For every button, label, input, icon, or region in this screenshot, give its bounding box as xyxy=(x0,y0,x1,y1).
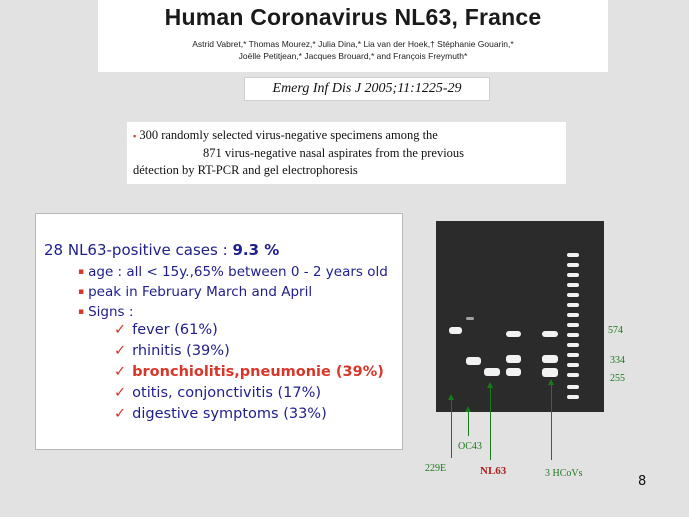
cases-heading-value: 9.3 % xyxy=(232,241,280,259)
sign-item xyxy=(114,385,321,401)
author-line: Astrid Vabret,* Thomas Mourez,* Julia Dina,* Lia van der Hoek,† Stéphanie Gouarin,* xyxy=(192,39,514,49)
sample-band xyxy=(542,355,558,363)
ladder-band xyxy=(567,363,579,367)
bullet-icon: ▪ xyxy=(78,287,85,297)
bullet-icon: ▪ xyxy=(133,131,137,141)
arrow-up-icon xyxy=(465,406,471,412)
sign-item xyxy=(114,343,230,359)
slide-title: Human Coronavirus NL63, France xyxy=(164,4,542,30)
marker-label: 255 xyxy=(610,373,625,384)
arrow-line xyxy=(468,412,469,436)
check-icon: ✓ xyxy=(114,343,127,359)
sign-text-highlight: bronchiolitis,pneumonie (39%) xyxy=(132,364,384,380)
ladder-band xyxy=(567,373,579,377)
sample-band xyxy=(484,368,500,376)
sample-band xyxy=(449,327,462,334)
ladder-band xyxy=(567,293,579,297)
author-list xyxy=(98,38,608,62)
sample-band xyxy=(506,368,521,376)
lane-label-229e: 229E xyxy=(425,463,447,474)
ladder-band xyxy=(567,263,579,267)
check-icon: ✓ xyxy=(114,322,127,338)
ladder-band xyxy=(567,395,579,399)
specimens-line: 871 virus-negative nasal aspirates from the previous xyxy=(203,146,465,160)
ladder-band xyxy=(567,313,579,317)
cases-bullet xyxy=(78,284,312,300)
ladder-band xyxy=(567,333,579,337)
citation: Emerg Inf Dis J 2005;11:1225-29 xyxy=(244,77,490,101)
specimens-text: 300 randomly selected virus-negative specimens among the xyxy=(139,128,438,142)
check-icon: ✓ xyxy=(114,364,127,380)
sample-band xyxy=(506,355,521,363)
lane-label-oc43: OC43 xyxy=(458,441,482,452)
cases-bullet xyxy=(78,264,388,280)
sample-band xyxy=(506,331,521,337)
arrow-line xyxy=(551,385,552,460)
ladder-band xyxy=(567,385,579,389)
marker-label: 574 xyxy=(608,325,623,336)
cases-heading xyxy=(44,241,279,259)
author-line: Joëlle Petitjean,* Jacques Brouard,* and François Freymuth* xyxy=(238,51,468,61)
sign-item xyxy=(114,406,327,422)
cases-bullet-text: age : all < 15y.,65% between 0 - 2 years old xyxy=(88,264,388,280)
sign-item xyxy=(114,322,218,338)
cases-bullet xyxy=(78,304,133,320)
sample-band xyxy=(466,357,481,365)
cases-bullet-text: peak in February March and April xyxy=(88,284,313,300)
specimens-line xyxy=(133,127,560,145)
check-icon: ✓ xyxy=(114,406,127,422)
ladder-band xyxy=(567,253,579,257)
sign-text: rhinitis (39%) xyxy=(132,343,230,359)
sample-band xyxy=(542,368,558,377)
bullet-icon: ▪ xyxy=(78,267,85,277)
sign-text: fever (61%) xyxy=(132,322,218,338)
lane-label-nl63: NL63 xyxy=(480,465,507,477)
title-box xyxy=(98,0,608,72)
sign-item xyxy=(114,364,384,380)
page-number: 8 xyxy=(638,474,647,489)
ladder-band xyxy=(567,283,579,287)
cases-bullet-text: Signs : xyxy=(88,304,134,320)
arrow-up-icon xyxy=(548,379,554,385)
check-icon: ✓ xyxy=(114,385,127,401)
sample-band xyxy=(542,331,558,337)
bullet-icon: ▪ xyxy=(78,307,85,317)
ladder-band xyxy=(567,273,579,277)
sign-text: otitis, conjonctivitis (17%) xyxy=(132,385,322,401)
gel-electrophoresis-image xyxy=(436,221,604,412)
specimens-note xyxy=(127,122,566,184)
cases-box xyxy=(35,213,403,450)
specimens-line: détection by RT-PCR and gel electrophoresis xyxy=(133,163,358,177)
ladder-band xyxy=(567,343,579,347)
ladder-band xyxy=(567,303,579,307)
sample-band xyxy=(466,317,474,320)
marker-label: 334 xyxy=(610,355,625,366)
ladder-band xyxy=(567,323,579,327)
sign-text: digestive symptoms (33%) xyxy=(132,406,327,422)
ladder-band xyxy=(567,353,579,357)
arrow-line xyxy=(490,388,491,460)
cases-heading-text: 28 NL63-positive cases : xyxy=(44,241,233,259)
arrow-line xyxy=(451,400,452,458)
arrow-up-icon xyxy=(448,394,454,400)
arrow-up-icon xyxy=(487,382,493,388)
lane-label-3hcovs: 3 HCoVs xyxy=(545,468,583,479)
